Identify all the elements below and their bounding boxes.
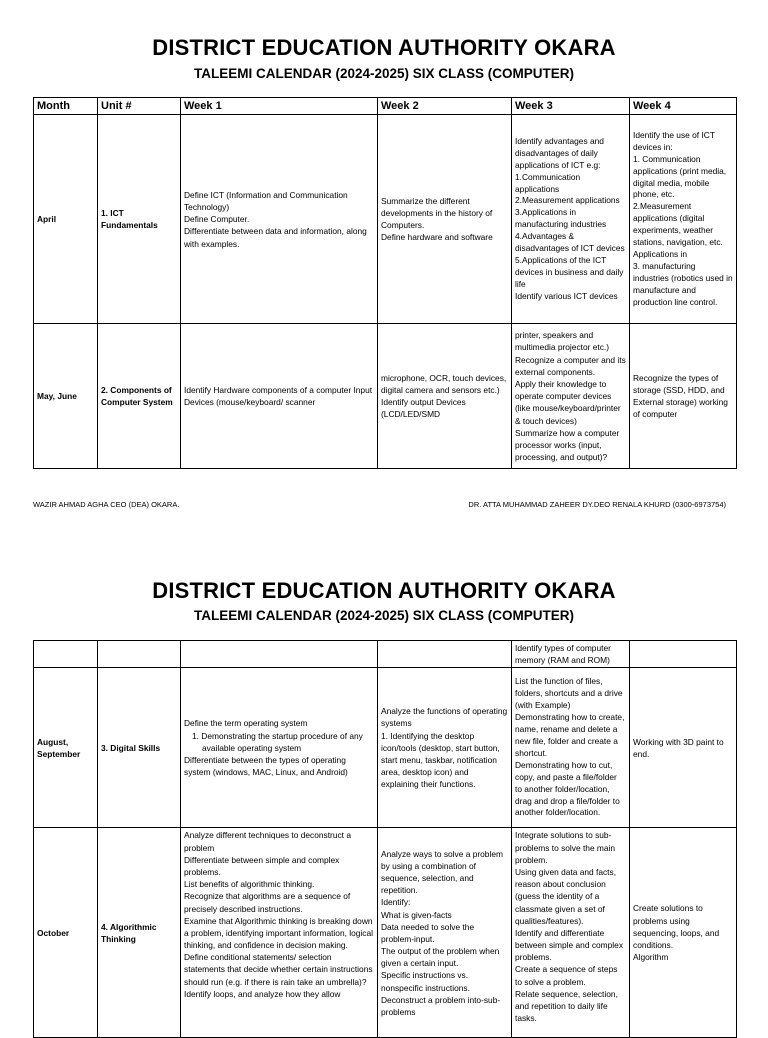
unit-cell: 4. Algorithmic Thinking (98, 828, 181, 1038)
page-title: DISTRICT EDUCATION AUTHORITY OKARA (152, 35, 616, 60)
week-4-cell: Recognize the types of storage (SSD, HDD, and External storage) working of computer (630, 324, 737, 469)
week-2-cell: microphone, OCR, touch devices, digital camera and sensors etc.) Identify output Devices (LCD/LED/SMD (378, 324, 512, 469)
week-2-cell: Analyze ways to solve a problem by using a combination of sequence, selection, and repetition. Identify: What is given-facts Data needed to solve the problem-input. The output of the problem when given a certain input. Specific instructions vs. nonspecific instructions. Deconstruct a problem into-sub-problems (378, 828, 512, 1038)
page-subtitle: TALEEMI CALENDAR (2024-2025) SIX CLASS (COMPUTER) (193, 66, 575, 81)
calendar-table (33, 640, 737, 1038)
header-week-4: Week 4 (630, 98, 737, 115)
week-3-cell: List the function of files, folders, shortcuts and a drive (with Example) Demonstrating how to create, name, rename and delete a new file, folder and create a shortcut. Demonstrating how to cut, copy, and paste a file/folder to another folder/location, drag and drop a file/folder to another folder/location. (512, 668, 630, 828)
header-week-3: Week 3 (512, 98, 630, 115)
week-1-cell (181, 668, 378, 828)
week-3-cell: printer, speakers and multimedia projector etc.) Recognize a computer and its external components. Apply their knowledge to operate computer devices (like mouse/keyboard/printer & touch devices) Summarize how a computer processor works (input, processing, and output)? (512, 324, 630, 469)
month-cell: October (34, 828, 98, 1038)
calendar-table (33, 97, 737, 469)
week-3-cell: Identify types of computer memory (RAM and ROM) (512, 641, 630, 668)
page-title: DISTRICT EDUCATION AUTHORITY OKARA (152, 578, 616, 603)
unit-cell: 2. Components of Computer System (98, 324, 181, 469)
table-row (34, 828, 737, 1038)
week-1-cell: Identify Hardware components of a computer Input Devices (mouse/keyboard/ scanner (181, 324, 378, 469)
table-row (34, 115, 737, 324)
week-4-cell: Create solutions to problems using sequencing, loops, and conditions. Algorithm (630, 828, 737, 1038)
week-3-cell: Integrate solutions to sub-problems to solve the main problem. Using given data and facts, reason about conclusion (guess the identity of a classmate given a set of qualities/features). Identify and differentiate between simple and complex problems. Create a sequence of steps to solve a problem. Relate sequence, selection, and repetition to daily life tasks. (512, 828, 630, 1038)
week-1-list-item: 1. Demonstrating the startup procedure of any available operating system (192, 730, 363, 753)
page-two (0, 548, 768, 1024)
page-subtitle: TALEEMI CALENDAR (2024-2025) SIX CLASS (COMPUTER) (193, 608, 575, 623)
week-2-cell: Analyze the functions of operating systems 1. Identifying the desktop icon/tools (desktop, start button, start menu, taskbar, notification area, desktop icon) and explaining their functions. (378, 668, 512, 828)
week-1-cell: Define ICT (Information and Communication Technology) Define Computer. Differentiate between data and information, along with examples. (181, 115, 378, 324)
week-1-line: Define the term operating system (184, 718, 308, 729)
unit-cell: 3. Digital Skills (98, 668, 181, 828)
week-4-cell: Working with 3D paint to end. (630, 668, 737, 828)
week-1-line: Differentiate between the types of operating system (windows, MAC, Linux, and Android) (184, 754, 348, 778)
table-row (34, 324, 737, 469)
footer-left: WAZIR AHMAD AGHA CEO (DEA) OKARA. (33, 500, 180, 509)
week-2-cell: Summarize the different developments in the history of Computers. Define hardware and software (378, 115, 512, 324)
table-header-row (34, 98, 737, 115)
month-cell: May, June (34, 324, 98, 469)
week-1-cell: Analyze different techniques to deconstruct a problem Differentiate between simple and complex problems. List benefits of algorithmic thinking. Recognize that algorithms are a sequence of precisely described instructions. Examine that Algorithmic thinking is breaking down a problem, identifying important information, logical thinking, and confidence in decision making. Define conditional statements/ selection statements that decide whether certain instructions should run (e.g. if there is rain take an umbrella)? Identify loops, and analyze how they allow (181, 828, 378, 1038)
month-cell: April (34, 115, 98, 324)
header-week-1: Week 1 (181, 98, 378, 115)
month-cell: August, September (34, 668, 98, 828)
week-4-cell: Identify the use of ICT devices in: 1. Communication applications (print media, digital media, mobile phone, etc. 2.Measurement applications (digital experiments, weather stations, navigation, etc. Applications in 3. manufacturing industries (robotics used in manufacture and production line control. (630, 115, 737, 324)
header-week-2: Week 2 (378, 98, 512, 115)
header-unit: Unit # (98, 98, 181, 115)
header-month: Month (34, 98, 98, 115)
unit-cell: 1. ICT Fundamentals (98, 115, 181, 324)
table-row (34, 668, 737, 828)
footer-right: DR. ATTA MUHAMMAD ZAHEER DY.DEO RENALA KHURD (0300-6973754) (468, 500, 726, 509)
week-3-cell: Identify advantages and disadvantages of daily applications of ICT e.g: 1.Communication applications 2.Measurement applications 3.Applications in manufacturing industries 4.Advantages & disadvantages of ICT devices 5.Applications of the ICT devices in business and daily life Identify various ICT devices (512, 115, 630, 324)
table-row (34, 641, 737, 668)
